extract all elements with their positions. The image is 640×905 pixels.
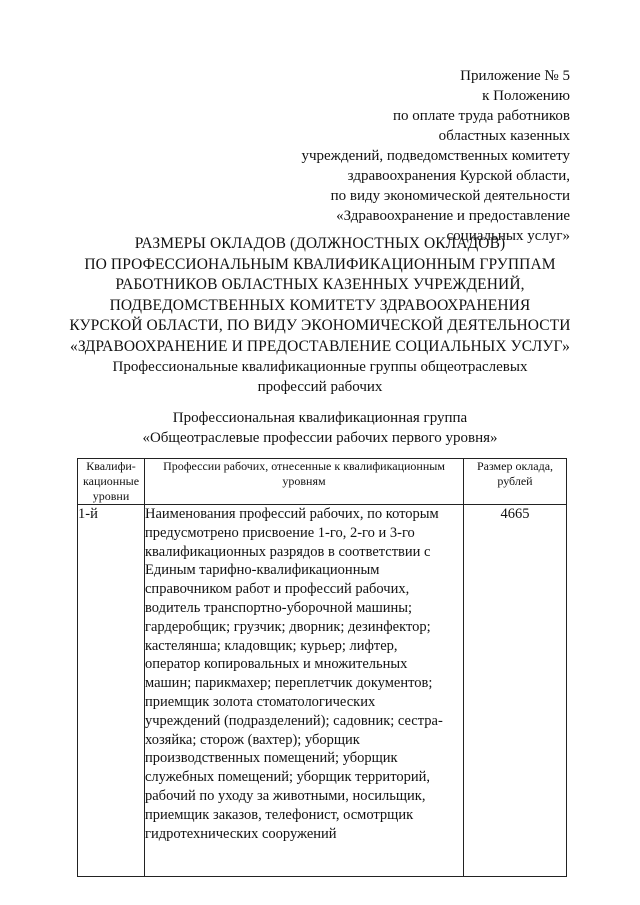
description-line: предусмотрено присвоение 1-го, 2-го и 3-го	[145, 524, 415, 541]
document-title	[40, 234, 600, 357]
header-text: уровни	[92, 489, 130, 503]
description-line: гардеробщик; грузчик; дворник; дезинфектор;	[145, 618, 431, 635]
description-line: рабочий по уходу за животными, носильщик,	[145, 787, 426, 804]
description-line: Наименования профессий рабочих, по которым	[145, 506, 439, 522]
header-text: Профессии рабочих, отнесенные к квалификационным	[163, 459, 445, 473]
appendix-line: к Положению	[482, 88, 570, 104]
appendix-line: «Здравоохранение и предоставление	[336, 208, 570, 224]
appendix-reference	[270, 66, 570, 246]
description-line: производственных помещений; уборщик	[145, 750, 398, 767]
salary-cell: 4665	[464, 505, 567, 877]
header-text: Размер оклада,	[476, 459, 554, 473]
professions-cell	[145, 505, 464, 877]
section-heading-line: профессий рабочих	[257, 378, 383, 395]
description-line: кастелянша; кладовщик; курьер; лифтер,	[145, 637, 398, 654]
group-heading-line: «Общеотраслевые профессии рабочих первого уровня»	[142, 429, 498, 446]
title-line: РАЗМЕРЫ ОКЛАДОВ (ДОЛЖНОСТНЫХ ОКЛАДОВ)	[134, 235, 506, 252]
appendix-line: социальных услуг»	[446, 228, 570, 244]
appendix-line: Приложение № 5	[460, 68, 570, 84]
header-text: Квалифи-	[86, 459, 136, 473]
description-line: квалификационных разрядов в соответствии с	[145, 543, 431, 560]
appendix-line: по оплате труда работников	[393, 108, 570, 124]
title-line: ПО ПРОФЕССИОНАЛЬНЫМ КВАЛИФИКАЦИОННЫМ ГРУППАМ	[84, 255, 556, 273]
header-text: рублей	[497, 474, 533, 488]
group-heading	[40, 409, 600, 448]
description-line: машин; парикмахер; переплетчик документов;	[145, 675, 433, 692]
group-heading-line: Профессиональная квалификационная группа	[172, 410, 468, 426]
description-line: Единым тарифно-квалификационным	[145, 562, 380, 579]
header-salary	[464, 459, 567, 505]
salary-table	[77, 458, 567, 877]
header-professions	[145, 459, 464, 505]
description-line: хозяйка; сторож (вахтер); уборщик	[145, 731, 360, 748]
table-row	[78, 505, 567, 877]
description-line: приемщик заказов, телефонист, осмотрщик	[145, 806, 414, 823]
description-line: гидротехнических сооружений	[145, 825, 337, 842]
header-level	[78, 459, 145, 505]
description-line: учреждений (подразделений); садовник; сестра-	[145, 712, 443, 729]
appendix-line: учреждений, подведомственных комитету	[301, 148, 570, 164]
appendix-line: здравоохранения Курской области,	[347, 168, 570, 184]
section-heading-line: Профессиональные квалификационные группы общеотраслевых	[112, 359, 528, 375]
description-line: водитель транспортно-уборочной машины;	[145, 599, 413, 616]
header-text: уровням	[282, 474, 326, 488]
appendix-line: областных казенных	[438, 128, 570, 144]
title-line: «ЗДРАВООХРАНЕНИЕ И ПРЕДОСТАВЛЕНИЕ СОЦИАЛЬНЫХ УСЛУГ»	[69, 337, 571, 355]
title-line: ПОДВЕДОМСТВЕННЫХ КОМИТЕТУ ЗДРАВООХРАНЕНИЯ	[109, 296, 531, 314]
description-line: приемщик золота стоматологических	[145, 693, 376, 710]
level-cell: 1-й	[78, 505, 145, 877]
description-line: служебных помещений; уборщик территорий,	[145, 769, 430, 786]
description-line: справочником работ и профессий рабочих,	[145, 581, 410, 598]
title-line: РАБОТНИКОВ ОБЛАСТНЫХ КАЗЕННЫХ УЧРЕЖДЕНИЙ,	[115, 276, 525, 293]
header-text: кационные	[82, 474, 140, 488]
description-line: оператор копировальных и множительных	[145, 656, 408, 673]
appendix-line: по виду экономической деятельности	[330, 188, 570, 204]
table-header-row	[78, 459, 567, 505]
title-line: КУРСКОЙ ОБЛАСТИ, ПО ВИДУ ЭКОНОМИЧЕСКОЙ ДЕЯТЕЛЬНОСТИ	[69, 317, 571, 334]
section-heading	[40, 358, 600, 397]
